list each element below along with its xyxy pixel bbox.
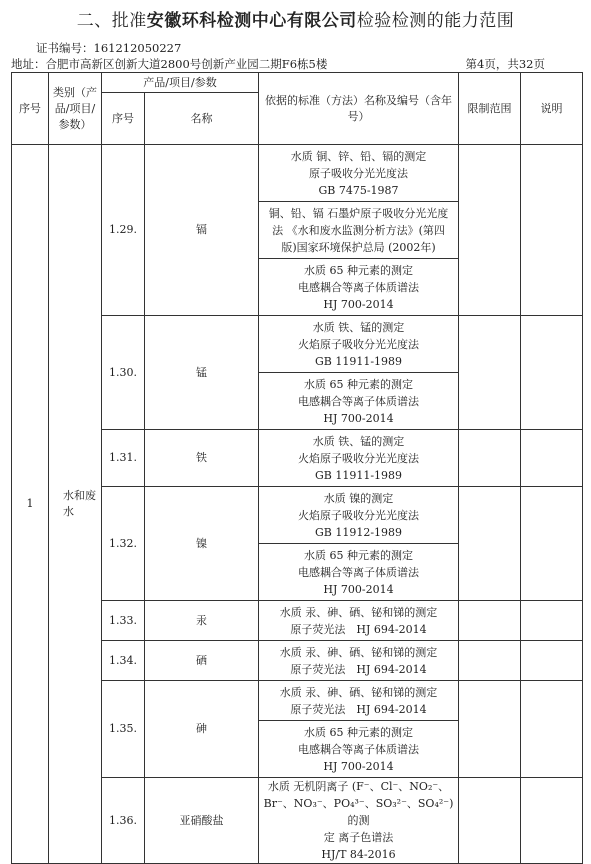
standard-cell (259, 202, 459, 259)
note-cell (521, 681, 583, 778)
certificate-number: 证书编号：161212050227 (36, 41, 182, 55)
standard-line: 水质 铁、锰的测定 (312, 434, 405, 448)
limit-cell (459, 601, 521, 641)
note-cell (521, 641, 583, 681)
standard-cell (259, 544, 459, 601)
note-cell (521, 601, 583, 641)
item-name: 镍 (145, 487, 259, 601)
standard-cell (259, 641, 459, 681)
standard-line: 水质 汞、砷、硒、铋和锑的测定 (279, 685, 438, 699)
item-name: 锰 (145, 316, 259, 430)
standard-line: 电感耦合等离子体质谱法 (298, 742, 420, 756)
standard-line: 水质 铁、锰的测定 (312, 320, 405, 334)
standard-cell (259, 681, 459, 721)
standard-line: 电感耦合等离子体质谱法 (298, 565, 420, 579)
col-header-note: 说明 (521, 73, 583, 145)
standard-line: HJ 700-2014 (323, 411, 394, 425)
standard-line: 水质 铜、锌、铅、镉的测定 (290, 149, 427, 163)
limit-cell (459, 778, 521, 864)
standard-line: HJ 700-2014 (323, 582, 394, 596)
standard-line: 水质 65 种元素的测定 (304, 263, 414, 277)
standard-line: 火焰原子吸收分光光度法 (298, 508, 420, 522)
item-number: 1.31. (102, 430, 145, 487)
col-header-name: 名称 (145, 93, 259, 145)
item-number: 1.34. (102, 641, 145, 681)
item-number: 1.33. (102, 601, 145, 641)
col-header-standard: 依据的标准（方法）名称及编号（含年号） (259, 73, 459, 145)
note-cell (521, 778, 583, 864)
capability-table (11, 72, 583, 864)
standard-line: 水质 镍的测定 (323, 491, 394, 505)
col-header-group: 产品/项目/参数 (102, 73, 259, 93)
standard-line: 原子荧光法 HJ 694-2014 (290, 662, 427, 676)
standard-line: 铜、铅、镉 石墨炉原子吸收分光光度 (268, 206, 449, 220)
item-name: 亚硝酸盐 (145, 778, 259, 864)
item-number: 1.36. (102, 778, 145, 864)
address-line: 地址：合肥市高新区创新大道2800号创新产业园二期F6栋5楼 (11, 57, 328, 71)
standard-line: 水质 无机阴离子 (F⁻、Cl⁻、NO₂⁻、 (267, 780, 450, 793)
item-number: 1.29. (102, 145, 145, 316)
col-header-limit: 限制范围 (459, 73, 521, 145)
standard-line: Br⁻、NO₃⁻、PO₄³⁻、SO₃²⁻、SO₄²⁻) 的测 (263, 797, 454, 827)
limit-cell (459, 430, 521, 487)
col-header-category: 类别（产品/项目/参数） (49, 73, 102, 145)
standard-cell (259, 430, 459, 487)
item-number: 1.35. (102, 681, 145, 778)
standard-line: 原子荧光法 HJ 694-2014 (290, 622, 427, 636)
standard-cell (259, 316, 459, 373)
table-row (12, 145, 583, 202)
page-indicator: 第4页，共32页 (465, 57, 545, 71)
standard-line: HJ/T 84-2016 (321, 848, 396, 861)
standard-line: GB 11912-1989 (314, 525, 403, 539)
standard-line: HJ 700-2014 (323, 297, 394, 311)
item-name: 硒 (145, 641, 259, 681)
standard-line: 电感耦合等离子体质谱法 (298, 394, 420, 408)
row-category: 水和废水 (49, 145, 102, 864)
item-number: 1.30. (102, 316, 145, 430)
standard-line: 水质 汞、砷、硒、铋和锑的测定 (279, 645, 438, 659)
standard-cell (259, 259, 459, 316)
standard-line: 火焰原子吸收分光光度法 (298, 451, 420, 465)
standard-line: 水质 65 种元素的测定 (304, 377, 414, 391)
standard-line: 火焰原子吸收分光光度法 (298, 337, 420, 351)
item-name: 砷 (145, 681, 259, 778)
standard-line: GB 11911-1989 (314, 468, 403, 482)
standard-line: GB 7475-1987 (318, 183, 399, 197)
limit-cell (459, 641, 521, 681)
standard-line: 版)国家环境保护总局 (2002年) (281, 240, 436, 254)
note-cell (521, 316, 583, 430)
standard-line: 水质 汞、砷、硒、铋和锑的测定 (279, 605, 438, 619)
item-number: 1.32. (102, 487, 145, 601)
standard-cell (259, 778, 459, 864)
item-name: 汞 (145, 601, 259, 641)
standard-line: 水质 65 种元素的测定 (304, 548, 414, 562)
standard-cell (259, 373, 459, 430)
item-name: 铁 (145, 430, 259, 487)
standard-line: 电感耦合等离子体质谱法 (298, 280, 420, 294)
limit-cell (459, 487, 521, 601)
document-title: 二、批准安徽环科检测中心有限公司检验检测的能力范围 (76, 11, 515, 31)
limit-cell (459, 145, 521, 316)
note-cell (521, 430, 583, 487)
col-header-sub-seq: 序号 (102, 93, 145, 145)
col-header-seq: 序号 (12, 73, 49, 145)
limit-cell (459, 681, 521, 778)
note-cell (521, 145, 583, 316)
standard-line: 原子荧光法 HJ 694-2014 (290, 702, 427, 716)
item-name: 镉 (145, 145, 259, 316)
standard-line: 法 《水和废水监测分析方法》(第四 (272, 223, 445, 237)
limit-cell (459, 316, 521, 430)
standard-cell (259, 145, 459, 202)
standard-line: GB 11911-1989 (314, 354, 403, 368)
standard-cell (259, 601, 459, 641)
standard-cell (259, 487, 459, 544)
row-seq: 1 (12, 145, 49, 864)
standard-line: 定 离子色谱法 (323, 831, 394, 844)
standard-line: 原子吸收分光光度法 (309, 166, 409, 180)
standard-line: HJ 700-2014 (323, 759, 394, 773)
standard-line: 水质 65 种元素的测定 (304, 725, 414, 739)
note-cell (521, 487, 583, 601)
standard-cell (259, 721, 459, 778)
